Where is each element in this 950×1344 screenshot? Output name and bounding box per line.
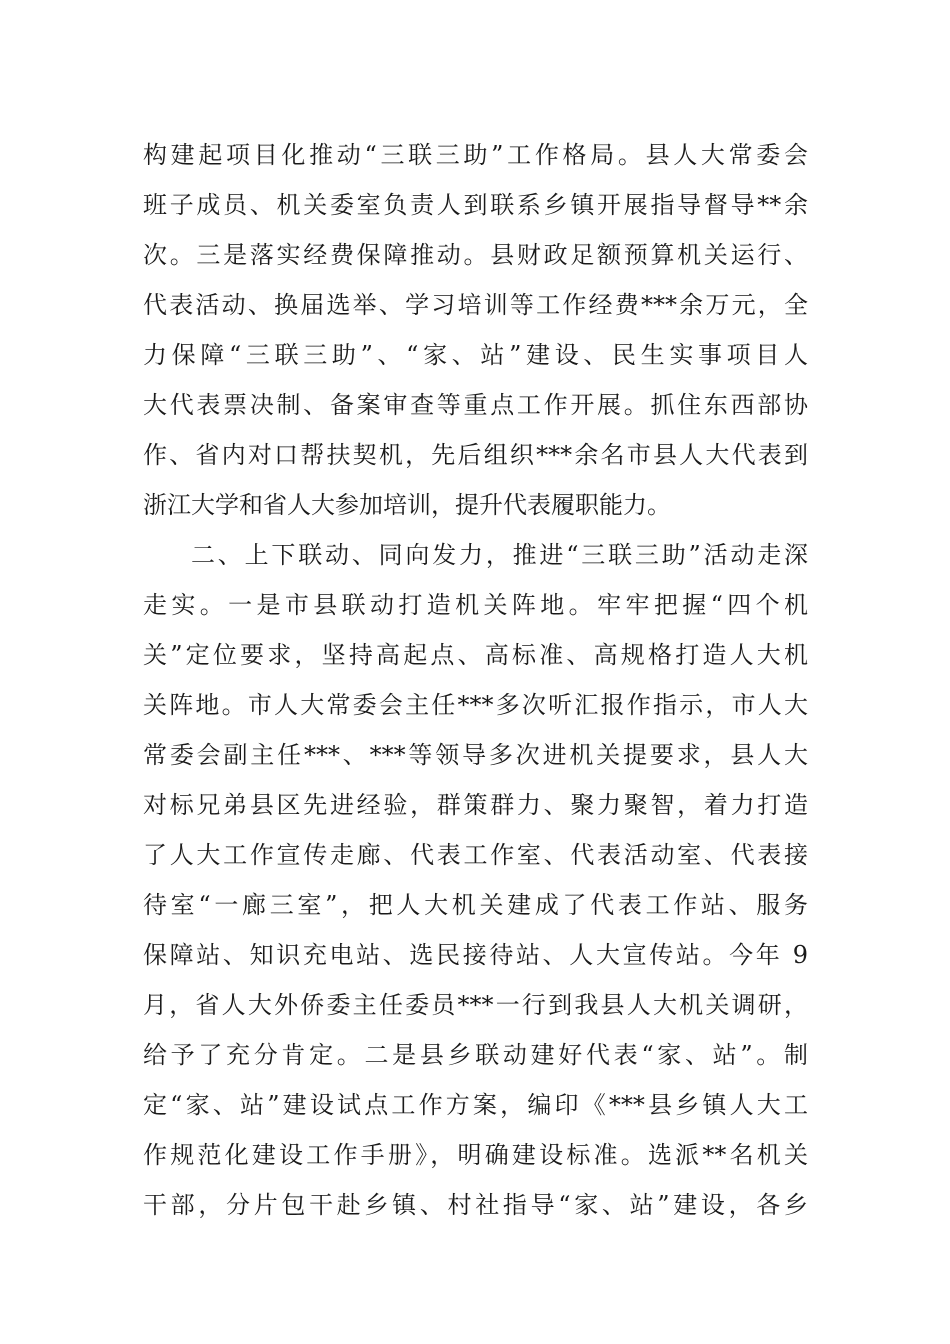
- text-line: 代表活动、换届选举、学习培训等工作经费***余万元，全: [143, 291, 808, 319]
- text-line: 关阵地。市人大常委会主任***多次听汇报作指示，市人大: [143, 691, 808, 719]
- text-line: 关”定位要求，坚持高起点、高标准、高规格打造人大机: [143, 641, 808, 669]
- text-line: 定“家、站”建设试点工作方案，编印《***县乡镇人大工: [143, 1091, 808, 1119]
- text-line: 待室“一廊三室”，把人大机关建成了代表工作站、服务: [143, 891, 808, 919]
- text-line: 对标兄弟县区先进经验，群策群力、聚力聚智，着力打造: [143, 791, 808, 819]
- text-line: 给予了充分肯定。二是县乡联动建好代表“家、站”。制: [143, 1041, 808, 1069]
- text-line: 班子成员、机关委室负责人到联系乡镇开展指导督导**余: [143, 191, 808, 219]
- text-line: 常委会副主任***、***等领导多次进机关提要求，县人大: [143, 741, 808, 769]
- text-line: 力保障“三联三助”、“家、站”建设、民生实事项目人: [143, 341, 808, 369]
- text-line: 了人大工作宣传走廊、代表工作室、代表活动室、代表接: [143, 841, 808, 869]
- text-line: 走实。一是市县联动打造机关阵地。牢牢把握“四个机: [143, 591, 808, 619]
- text-line: 构建起项目化推动“三联三助”工作格局。县人大常委会: [143, 141, 808, 169]
- text-line: 作规范化建设工作手册》，明确建设标准。选派**名机关: [143, 1141, 808, 1169]
- text-line: 作、省内对口帮扶契机，先后组织***余名市县人大代表到: [143, 441, 808, 469]
- text-line: 保障站、知识充电站、选民接待站、人大宣传站。今年 9: [143, 941, 808, 969]
- paragraph-start-line: 二、上下联动、同向发力，推进“三联三助”活动走深: [191, 541, 808, 569]
- text-line: 次。三是落实经费保障推动。县财政足额预算机关运行、: [143, 241, 808, 269]
- text-line: 月，省人大外侨委主任委员***一行到我县人大机关调研，: [143, 991, 808, 1019]
- text-line: 干部，分片包干赴乡镇、村社指导“家、站”建设，各乡: [143, 1191, 808, 1219]
- text-line: 浙江大学和省人大参加培训，提升代表履职能力。: [143, 491, 671, 519]
- text-line: 大代表票决制、备案审查等重点工作开展。抓住东西部协: [143, 391, 808, 419]
